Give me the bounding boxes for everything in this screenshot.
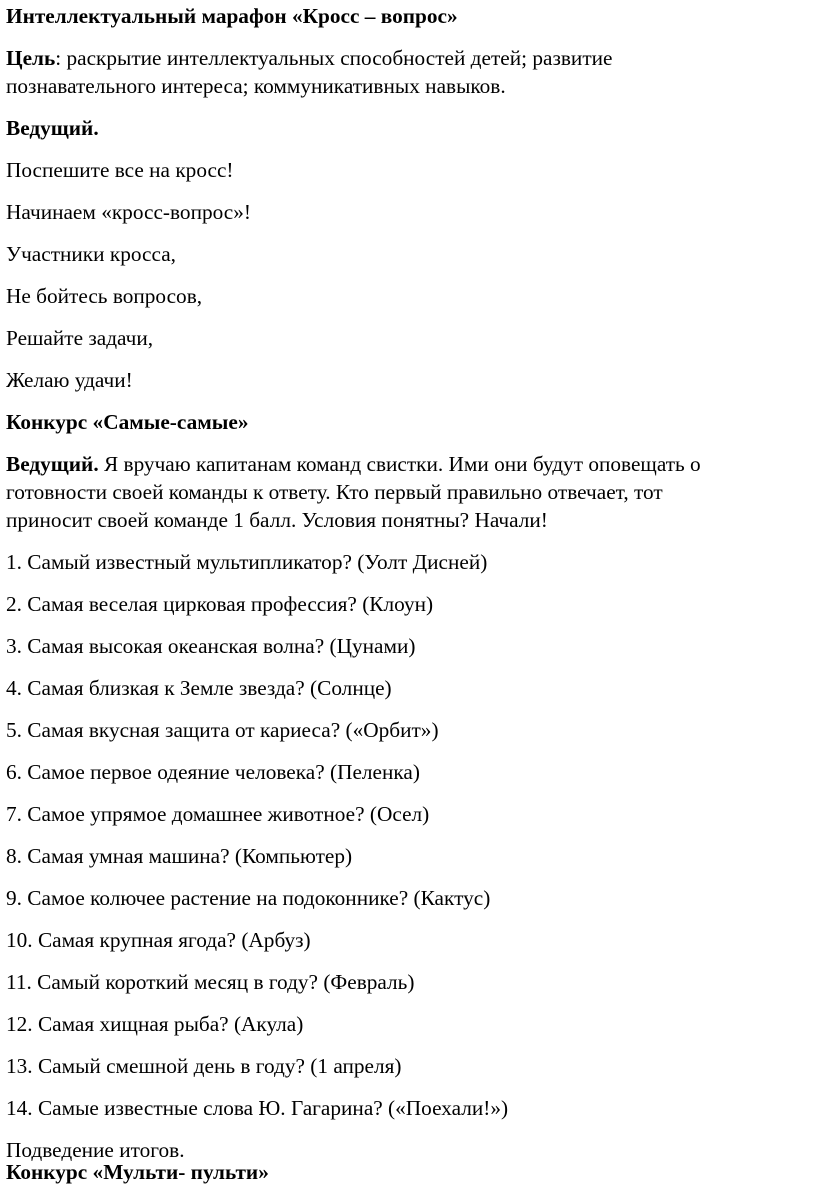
question-item: 4. Самая близкая к Земле звезда? (Солнце) [6, 676, 392, 700]
question-item: 14. Самые известные слова Ю. Гагарина? («Поехали!») [6, 1096, 509, 1120]
goal-line-1 [6, 44, 808, 73]
goal-line-2: познавательного интереса; коммуникативных навыков. [6, 74, 506, 98]
summary-line: Подведение итогов. [6, 1138, 185, 1162]
question-item: 2. Самая веселая цирковая профессия? (Клоун) [6, 592, 434, 616]
question-item: 7. Самое упрямое домашнее животное? (Осел) [6, 802, 430, 826]
poem-line: Не бойтесь вопросов, [6, 284, 203, 308]
question-item: 6. Самое первое одеяние человека? (Пеленка) [6, 760, 420, 784]
poem-line: Поспешите все на кросс! [6, 158, 234, 182]
question-item: 8. Самая умная машина? (Компьютер) [6, 844, 353, 868]
question-item: 12. Самая хищная рыба? (Акула) [6, 1012, 304, 1036]
contest1-intro-line-2: готовности своей команды к ответу. Кто первый правильно отвечает, тот [6, 480, 663, 504]
question-item: 1. Самый известный мультипликатор? (Уолт Дисней) [6, 550, 488, 574]
question-item: 13. Самый смешной день в году? (1 апреля) [6, 1054, 402, 1078]
contest1-intro-line-3: приносит своей команде 1 балл. Условия понятны? Начали! [6, 508, 548, 532]
intro-text: Я вручаю капитанам команд свистки. Ими они будут оповещать о [98, 452, 701, 476]
poem-line: Желаю удачи! [6, 368, 133, 392]
document-title: Интеллектуальный марафон «Кросс – вопрос» [6, 4, 458, 28]
poem-line: Начинаем «кросс-вопрос»! [6, 200, 251, 224]
question-item: 5. Самая вкусная защита от кариеса? («Орбит») [6, 718, 439, 742]
question-item: 3. Самая высокая океанская волна? (Цунами) [6, 634, 416, 658]
host-heading: Ведущий. [6, 116, 99, 140]
question-item: 9. Самое колючее растение на подоконнике? (Кактус) [6, 886, 491, 910]
question-item: 10. Самая крупная ягода? (Арбуз) [6, 928, 311, 952]
contest2-title: Конкурс «Мульти- пульти» [6, 1160, 269, 1184]
poem-line: Решайте задачи, [6, 326, 154, 350]
question-item: 11. Самый короткий месяц в году? (Февраль) [6, 970, 415, 994]
goal-label: Цель [6, 46, 56, 70]
contest1-intro-line-1 [6, 450, 808, 479]
poem-line: Участники кросса, [6, 242, 176, 266]
host-label: Ведущий. [6, 452, 99, 476]
goal-text: : раскрытие интеллектуальных способностей детей; развитие [55, 46, 613, 70]
contest1-title: Конкурс «Самые-самые» [6, 410, 249, 434]
